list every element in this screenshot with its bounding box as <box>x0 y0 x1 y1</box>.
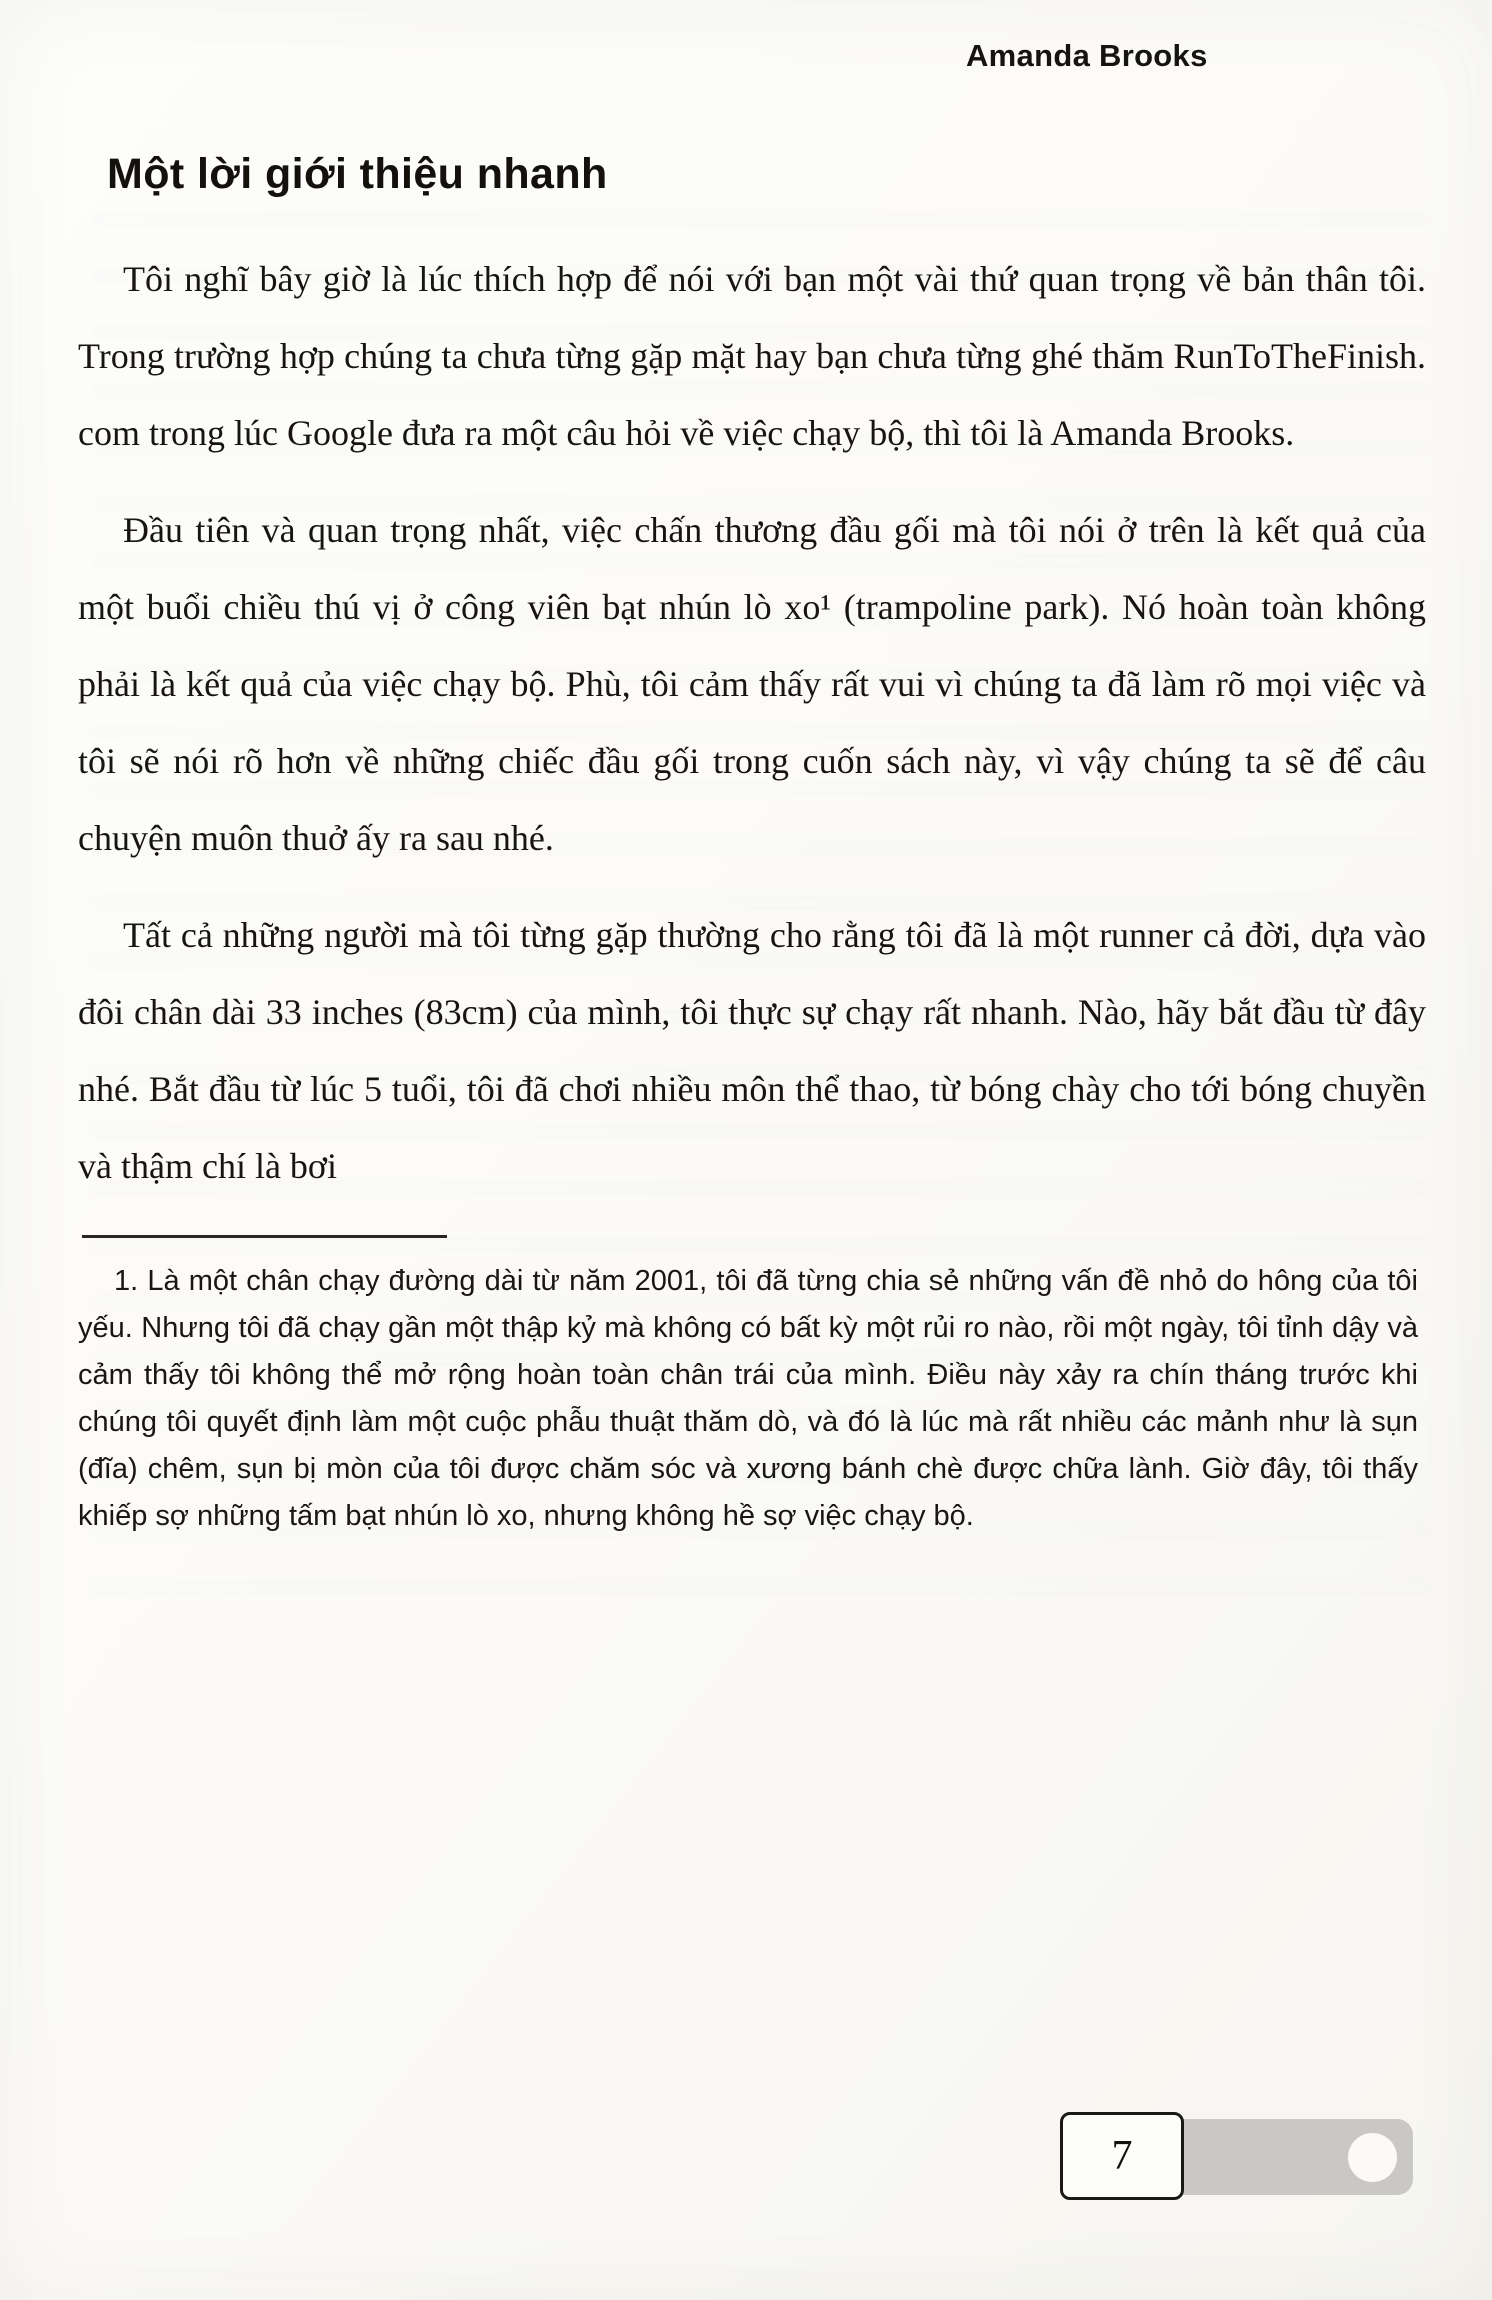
footnote-divider <box>82 1235 447 1238</box>
page-number: 7 <box>1111 2133 1133 2179</box>
page-edge-tab <box>1145 2119 1413 2195</box>
page-number-box <box>1060 2112 1184 2200</box>
page-content <box>78 150 1426 1540</box>
body-text <box>78 241 1426 1205</box>
paragraph-3: Tất cả những người mà tôi từng gặp thường cho rằng tôi đã là một runner cả đời, dựa vào đôi chân dài 33 inches (83cm) của mình, tôi thực sự chạy rất nhanh. Nào, hãy bắt đầu từ đây nhé. Bắt đầu từ lúc 5 tuổi, tôi đã chơi nhiều môn thể thao, từ bóng chày cho tới bóng chuyền và thậm chí là bơi <box>78 915 1426 1186</box>
running-header-author: Amanda Brooks <box>966 38 1208 73</box>
paragraph-1: Tôi nghĩ bây giờ là lúc thích hợp để nói với bạn một vài thứ quan trọng về bản thân tôi. Trong trường hợp chúng ta chưa từng gặp mặt hay bạn chưa từng ghé thăm RunToTheFinish. com trong lúc Google đưa ra một câu hỏi về việc chạy bộ, thì tôi là Amanda Brooks. <box>78 259 1426 453</box>
tab-circle-ornament <box>1348 2133 1397 2182</box>
page-number-area <box>1060 2112 1440 2207</box>
section-title: Một lời giới thiệu nhanh <box>107 150 608 198</box>
footnote: 1. Là một chân chạy đường dài từ năm 2001, tôi đã từng chia sẻ những vấn đề nhỏ do hông của tôi yếu. Nhưng tôi đã chạy gần một thập kỷ mà không có bất kỳ một rủi ro nào, rồi một ngày, tôi tỉnh dậy và cảm thấy tôi không thể mở rộng hoàn toàn chân trái của mình. Điều này xảy ra chín tháng trước khi chúng tôi quyết định làm một cuộc phẫu thuật thăm dò, và đó là lúc mà rất nhiều các mảnh như là sụn (đĩa) chêm, sụn bị mòn của tôi được chăm sóc và xương bánh chè được chữa lành. Giờ đây, tôi thấy khiếp sợ những tấm bạt nhún lò xo, nhưng không hề sợ việc chạy bộ. <box>78 1265 1418 1532</box>
paragraph-2: Đầu tiên và quan trọng nhất, việc chấn thương đầu gối mà tôi nói ở trên là kết quả của một buổi chiều thú vị ở công viên bạt nhún lò xo¹ (trampoline park). Nó hoàn toàn không phải là kết quả của việc chạy bộ. Phù, tôi cảm thấy rất vui vì chúng ta đã làm rõ mọi việc và tôi sẽ nói rõ hơn về những chiếc đầu gối trong cuốn sách này, vì vậy chúng ta sẽ để câu chuyện muôn thuở ấy ra sau nhé. <box>78 510 1426 858</box>
